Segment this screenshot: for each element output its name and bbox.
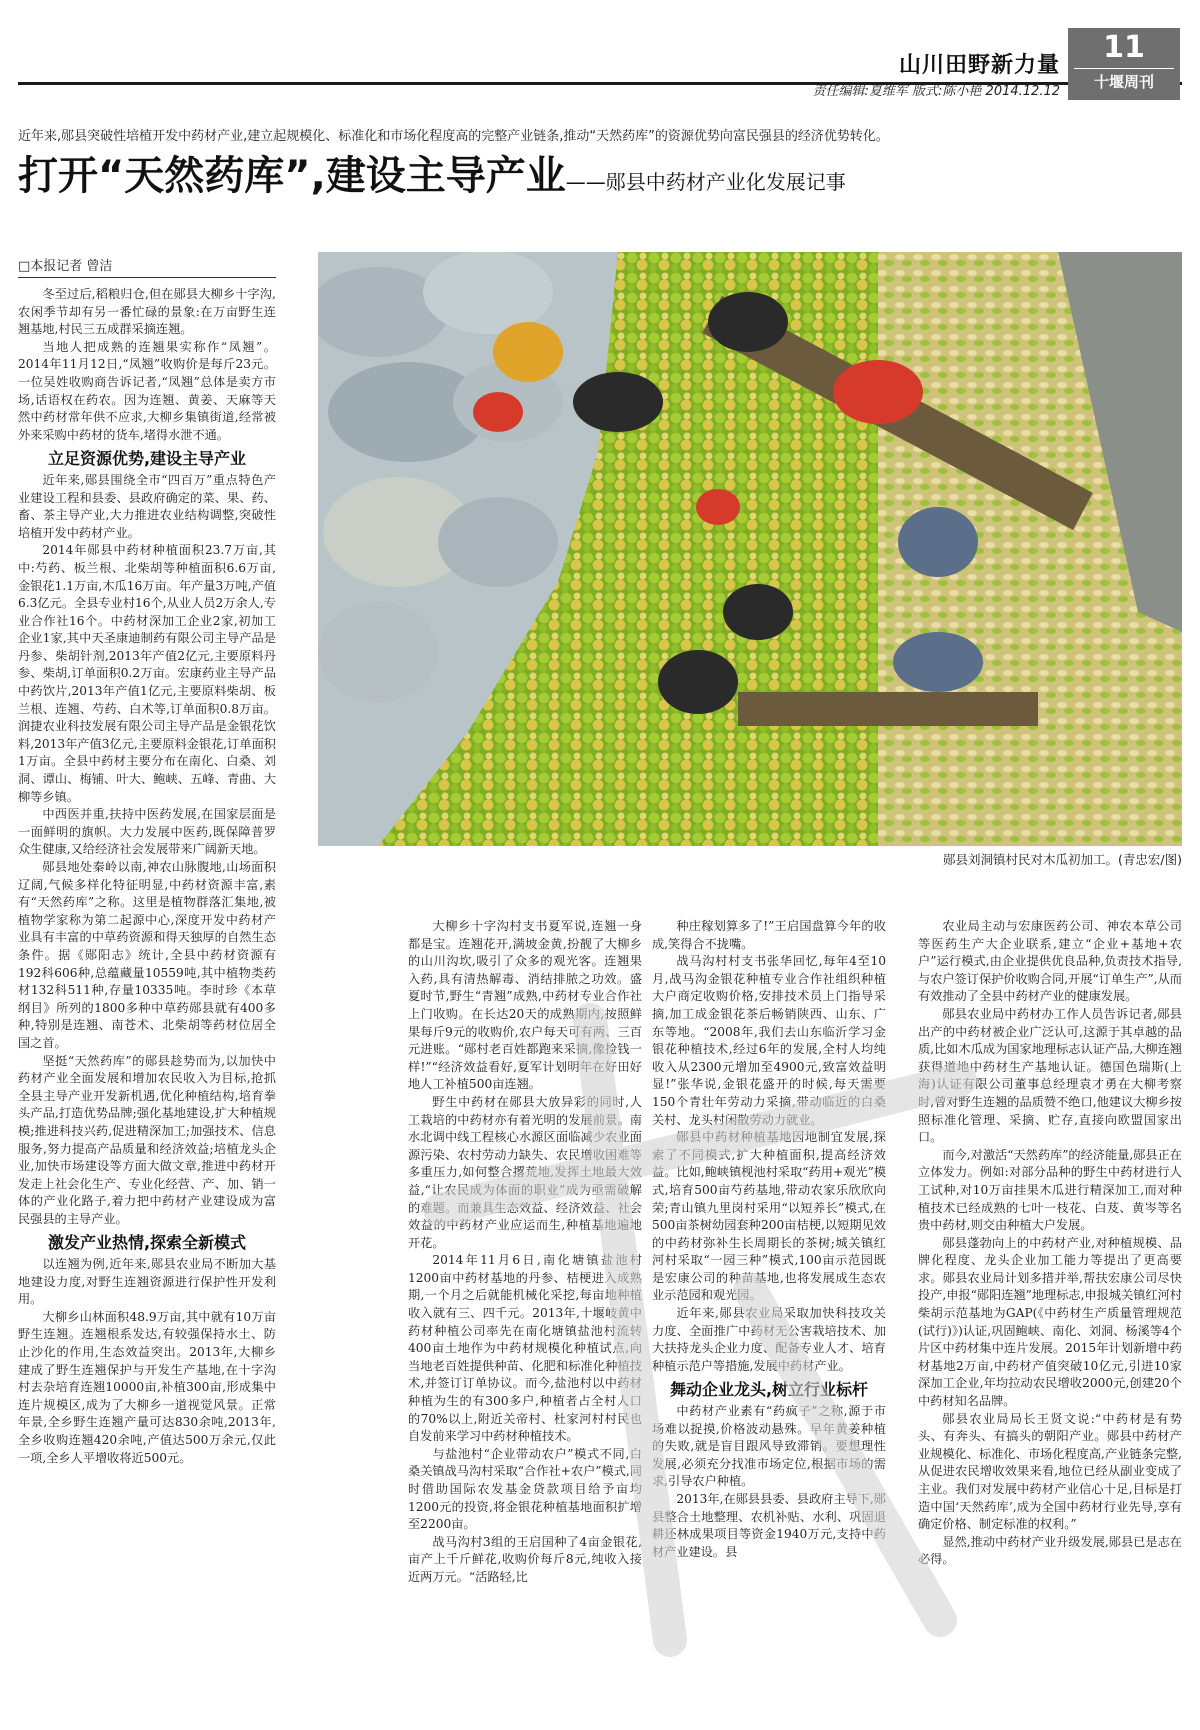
paragraph: 农业局主动与宏康医药公司、神农本草公司等医药生产大企业联系,建立“企业+基地+农户”运行模式,由企业提供优良品种,负责技术指导,与农户签订保护价收购合同,开展“订单生产”,从而有效推动了全县中药材产业的健康发展。 bbox=[918, 919, 1182, 1004]
paragraph: 近年来,郧县围绕全市“四百万”重点特色产业建设工程和县委、县政府确定的菜、果、药、畜、茶主导产业,大力推进农业结构调整,突破性培植开发中药材产业。 bbox=[18, 472, 276, 540]
paragraph: 2014年11月6日,南化塘镇盐池村1200亩中药材基地的丹参、桔梗进入成熟期,一个月之后就能机械化采挖,每亩地种植收入就有三、四千元。2013年,十堰岐黄中药材种植公司率先在南化塘镇盐池村流转400亩土地作为中药材规模化种植试点,向当地老百姓提供种苗、化肥和标准化种植技术,并签订订单协议。而今,盐池村以中药材种植为生的有300多户,种植者占全村人口的70%以上,附近关帝村、杜家河村村民也自发前来学习中药材种植技术。 bbox=[408, 1253, 642, 1444]
paragraph: 郧县农业局局长王贤文说:“中药材是有势头、有奔头、有搞头的朝阳产业。郧县中药材产业规模化、标准化、市场化程度高,产业链条完整,从促进农民增收效果来看,地位已经从副业变成了主业。我们对发展中药材产业信心十足,目标是打造中国‘天然药库’,成为全国中药材行业先导,享有确定价格、制定标准的权利。” bbox=[918, 1411, 1182, 1532]
editor-line: 责任编辑:夏维军 版式:陈小艳 2014.12.12 bbox=[812, 84, 1060, 99]
paragraph: 战马沟村村支书张华回忆,每年4至10月,战马沟金银花种植专业合作社组织种植大户商定收购价格,安排技术员上门指导采摘,加工成金银花茶后畅销陕西、山东、广东等地。“2008年,我们去山东临沂学习金银花种植技术,经过6年的发展,全村人均纯收入从2300元增加至4900元,致富效益明显!”张华说,金银花盛开的时候,每天需要150个青壮年劳动力采摘,带动临近的白桑关村、龙头村闲散劳动力就业。 bbox=[652, 954, 886, 1127]
paragraph: 中药材产业素有“药疯子”之称,源于市场难以捉摸,价格波动悬殊。早年黄姜种植的失败,就是盲目跟风导致滞销。要想理性发展,必须充分找准市场定位,根据市场的需求,引导农户种植。 bbox=[652, 1404, 886, 1489]
paragraph: 以连翘为例,近年来,郧县农业局不断加大基地建设力度,对野生连翘资源进行保护性开发利用。 bbox=[18, 1257, 276, 1307]
headline-text: 打开“天然药库”,建设主导产业 bbox=[18, 153, 566, 199]
section-heading: 立足资源优势,建设主导产业 bbox=[47, 449, 247, 469]
paragraph: 大柳乡山林面积48.9万亩,其中就有10万亩野生连翘。连翘根系发达,有较强保持水土、防止沙化的作用,生态效益突出。2013年,大柳乡建成了野生连翘保护与开发生产基地,在十字沟村去杂培育连翘10000亩,补植300亩,形成集中连片规模区,成为了大柳乡一道视觉风景。正常年景,全乡野生连翘产量可达830余吨,2013年,全乡收购连翘420余吨,产值达500万余元,仅此一项,全乡人平增收将近500元。 bbox=[18, 1309, 276, 1465]
page-number: 11 bbox=[1103, 30, 1145, 65]
photo-illustration bbox=[318, 252, 1182, 846]
paragraph: 坚挺“天然药库”的郧县趁势而为,以加快中药材产业全面发展和增加农民收入为目标,抢抓全县主导产业开发新机遇,优化种植结构,培育拳头产品,打造优势品牌;强化基地建设,扩大种植规模;推进科技兴药,促进精深加工;加强技术、信息服务,努力提高产品质量和经济效益;培植龙头企业,加快市场建设等方面大做文章,推进中药材开发走上社会化生产、专业化经营、产、加、销一体的产业化路子,着力把中药材产业建设成为富民强县的主导产业。 bbox=[18, 1053, 276, 1226]
paragraph: 显然,推动中药材产业升级发展,郧县已是志在必得。 bbox=[918, 1534, 1182, 1567]
subheadline: ——郧县中药材产业化发展记事 bbox=[565, 170, 846, 194]
headline bbox=[18, 148, 846, 210]
paragraph: 野生中药材在郧县大放异彩的同时,人工栽培的中药材亦有着光明的发展前景。南水北调中线工程核心水源区面临减少农业面源污染、农村劳动力缺失、农民增收困难等多重压力,如何整合撂荒地,发挥土地最大效益,“让农民成为体面的职业”成为亟需破解的难题。而兼具生态效益、经济效益、社会效益的中药材产业应运而生,种植基地遍地开花。 bbox=[408, 1094, 642, 1250]
paragraph: 与盐池村“企业带动农户”模式不同,白桑关镇战马沟村采取“合作社+农户”模式,同时借助国际农发基金贷款项目给予亩均1200元的投资,将金银花种植基地面积扩增至2200亩。 bbox=[408, 1446, 642, 1532]
article-column-3 bbox=[652, 918, 886, 1561]
paragraph: 当地人把成熟的连翘果实称作“凤翘”。2014年11月12日,“凤翘”收购价是每斤23元。一位吴姓收购商告诉记者,“凤翘”总体是卖方市场,话语权在药农。因为连翘、黄姜、天麻等天然中药材常年供不应求,大柳乡集镇街道,经常被外来采购中药材的货车,堵得水泄不通。 bbox=[18, 339, 276, 442]
article-column-4 bbox=[918, 918, 1182, 1569]
paragraph: 2013年,在郧县县委、县政府主导下,郧县整合土地整理、农机补贴、水利、巩固退耕还林成果项目等资金1940万元,支持中药材产业建设。县 bbox=[652, 1492, 886, 1559]
photo-caption: 郧县刘洞镇村民对木瓜初加工。(青忠宏/图) bbox=[943, 852, 1182, 867]
paragraph: 中西医并重,扶持中医药发展,在国家层面是一面鲜明的旗帜。大力发展中医药,既保障普罗众生健康,又给经济社会发展带来广阔新天地。 bbox=[18, 807, 276, 857]
paragraph: 郧县地处秦岭以南,神农山脉腹地,山场面积辽阔,气候多样化特征明显,中药材资源丰富,素有“天然药库”之称。这里是植物群落汇集地,被植物学家称为第二起源中心,深度开发中药材产业具有丰富的中草药资源和得天独厚的自然生态条件。据《郧阳志》统计,全县中药材资源有192科606种,总蕴藏量10559吨,其中植物类药材132科511种,存量10335吨。李时珍《本草纲目》所列的1800多种中草药郧县就有400多种,特别是连翘、南苍术、北柴胡等药材位居全国之首。 bbox=[18, 860, 276, 1050]
section-heading: 激发产业热情,探索全新模式 bbox=[47, 1233, 247, 1253]
article-column-2 bbox=[408, 918, 642, 1587]
paragraph: 大柳乡十字沟村支书夏军说,连翘一身都是宝。连翘花开,满坡金黄,扮靓了大柳乡的山川沟坎,吸引了众多的观光客。连翘果入药,具有清热解毒、消结排脓之功效。盛夏时节,野生“青翘”成熟,中药材专业合作社上门收购。在长达20天的成熟期内,按照鲜果每斤9元的收购价,农户每天可有两、三百元进账。“郧村老百姓都跑来采摘,像捡钱一样!”“经济效益看好,夏军计划明年在好田好地人工补植500亩连翘。 bbox=[408, 919, 642, 1092]
paragraph: 战马沟村3组的王启国种了4亩金银花,亩产上千斤鲜花,收购价每斤8元,纯收入接近两万元。“活路轻,比 bbox=[408, 1534, 642, 1584]
section-title: 山川田野新力量 bbox=[898, 53, 1060, 78]
paragraph: 冬至过后,稻粮归仓,但在郧县大柳乡十字沟,农闲季节却有另一番忙碌的景象:在万亩野生连翘基地,村民三五成群采摘连翘。 bbox=[18, 287, 276, 337]
page-number-tab bbox=[1068, 28, 1180, 100]
paragraph: 郧县中药材种植基地因地制宜发展,探索了不同模式,扩大种植面积,提高经济效益。比如,鲍峡镇枧池村采取“药用+观光”模式,培育500亩芍药基地,带动农家乐欣欣向荣;青山镇九里岗村采用“以短养长”模式,在500亩茶树幼园套种200亩桔梗,以短期见效的中药材弥补生长周期长的茶树;城关镇红河村采取“一园三种”模式,100亩示范园既是宏康公司的种苗基地,也将发展成生态农业示范园和观光园。 bbox=[652, 1130, 886, 1303]
section-heading: 舞动企业龙头,树立行业标杆 bbox=[669, 1380, 869, 1400]
paragraph: 种庄稼划算多了!”王启国盘算今年的收成,笑得合不拢嘴。 bbox=[652, 919, 886, 951]
paragraph: 2014年郧县中药材种植面积23.7万亩,其中:芍药、板兰根、北柴胡等种植面积6.6万亩,金银花1.1万亩,木瓜16万亩。年产量3万吨,产值6.3亿元。全县专业村16个,从业人员2万余人,专业合作社16个。中药材深加工企业2家,初加工企业1家,其中天圣康迪制药有限公司主导产品是丹参、柴胡针剂,2013年产值2亿元,主要原料丹参、柴胡,订单面积0.2万亩。宏康药业主导产品中药饮片,2013年产值1亿元,主要原料柴胡、板兰根、连翘、芍药、白术等,订单面积0.8万亩。润捷农业科技发展有限公司主导产品是金银花饮料,2013年产值3亿元,主要原料金银花,订单面积1万亩。全县中药材主要分布在南化、白桑、刘洞、谭山、梅铺、叶大、鲍峡、五峰、青曲、大柳等乡镇。 bbox=[18, 543, 276, 804]
byline: □本报记者 曾洁 bbox=[18, 255, 276, 278]
publication-name: 十堰周刊 bbox=[1074, 68, 1174, 95]
article-column-1 bbox=[18, 286, 276, 1467]
article-lede: 近年来,郧县突破性培植开发中药材产业,建立起规模化、标准化和市场化程度高的完整产业链条,推动“天然药库”的资源优势向富民强县的经济优势转化。 bbox=[18, 129, 889, 144]
news-photo bbox=[318, 252, 1182, 846]
paragraph: 近年来,郧县农业局采取加快科技攻关力度、全面推广中药材无公害栽培技术、加大扶持龙头企业力度、配备专业人才、培育种植示范户等措施,发展中药材产业。 bbox=[652, 1306, 886, 1373]
paragraph: 郧县蓬勃向上的中药材产业,对种植规模、品牌化程度、龙头企业加工能力等提出了更高要求。郧县农业局计划多措并举,帮扶宏康公司尽快投产,申报“郧阳连翘”地理标志,申报城关镇红河村柴胡示范基地为GAP(《中药材生产质量管理规范(试行)》)认证,巩固鲍峡、南化、刘洞、杨溪等4个片区中药材集中连片发展。2015年计划新增中药材基地2万亩,中药材产值突破10亿元,引进10家深加工企业,年均拉动农民增收2000元,创建20个中药材知名品牌。 bbox=[918, 1235, 1182, 1409]
paragraph: 郧县农业局中药材办工作人员告诉记者,郧县出产的中药材被企业广泛认可,这源于其卓越的品质,比如木瓜成为国家地理标志认证产品,大柳连翘获得道地中药材生产基地认证。德国色瑞斯(上海)认证有限公司董事总经理袁才勇在大柳考察时,曾对野生连翘的品质赞不绝口,他建议大柳乡按照标准化管理、采摘、贮存,直接向欧盟国家出口。 bbox=[918, 1006, 1182, 1145]
paragraph: 而今,对激活“天然药库”的经济能量,郧县正在立体发力。例如:对部分品种的野生中药材进行人工试种,对10万亩挂果木瓜进行精深加工,而对种植技术已经成熟的七叶一枝花、白芨、黄岑等名贵中药材,则交由种植大户发展。 bbox=[918, 1147, 1182, 1233]
